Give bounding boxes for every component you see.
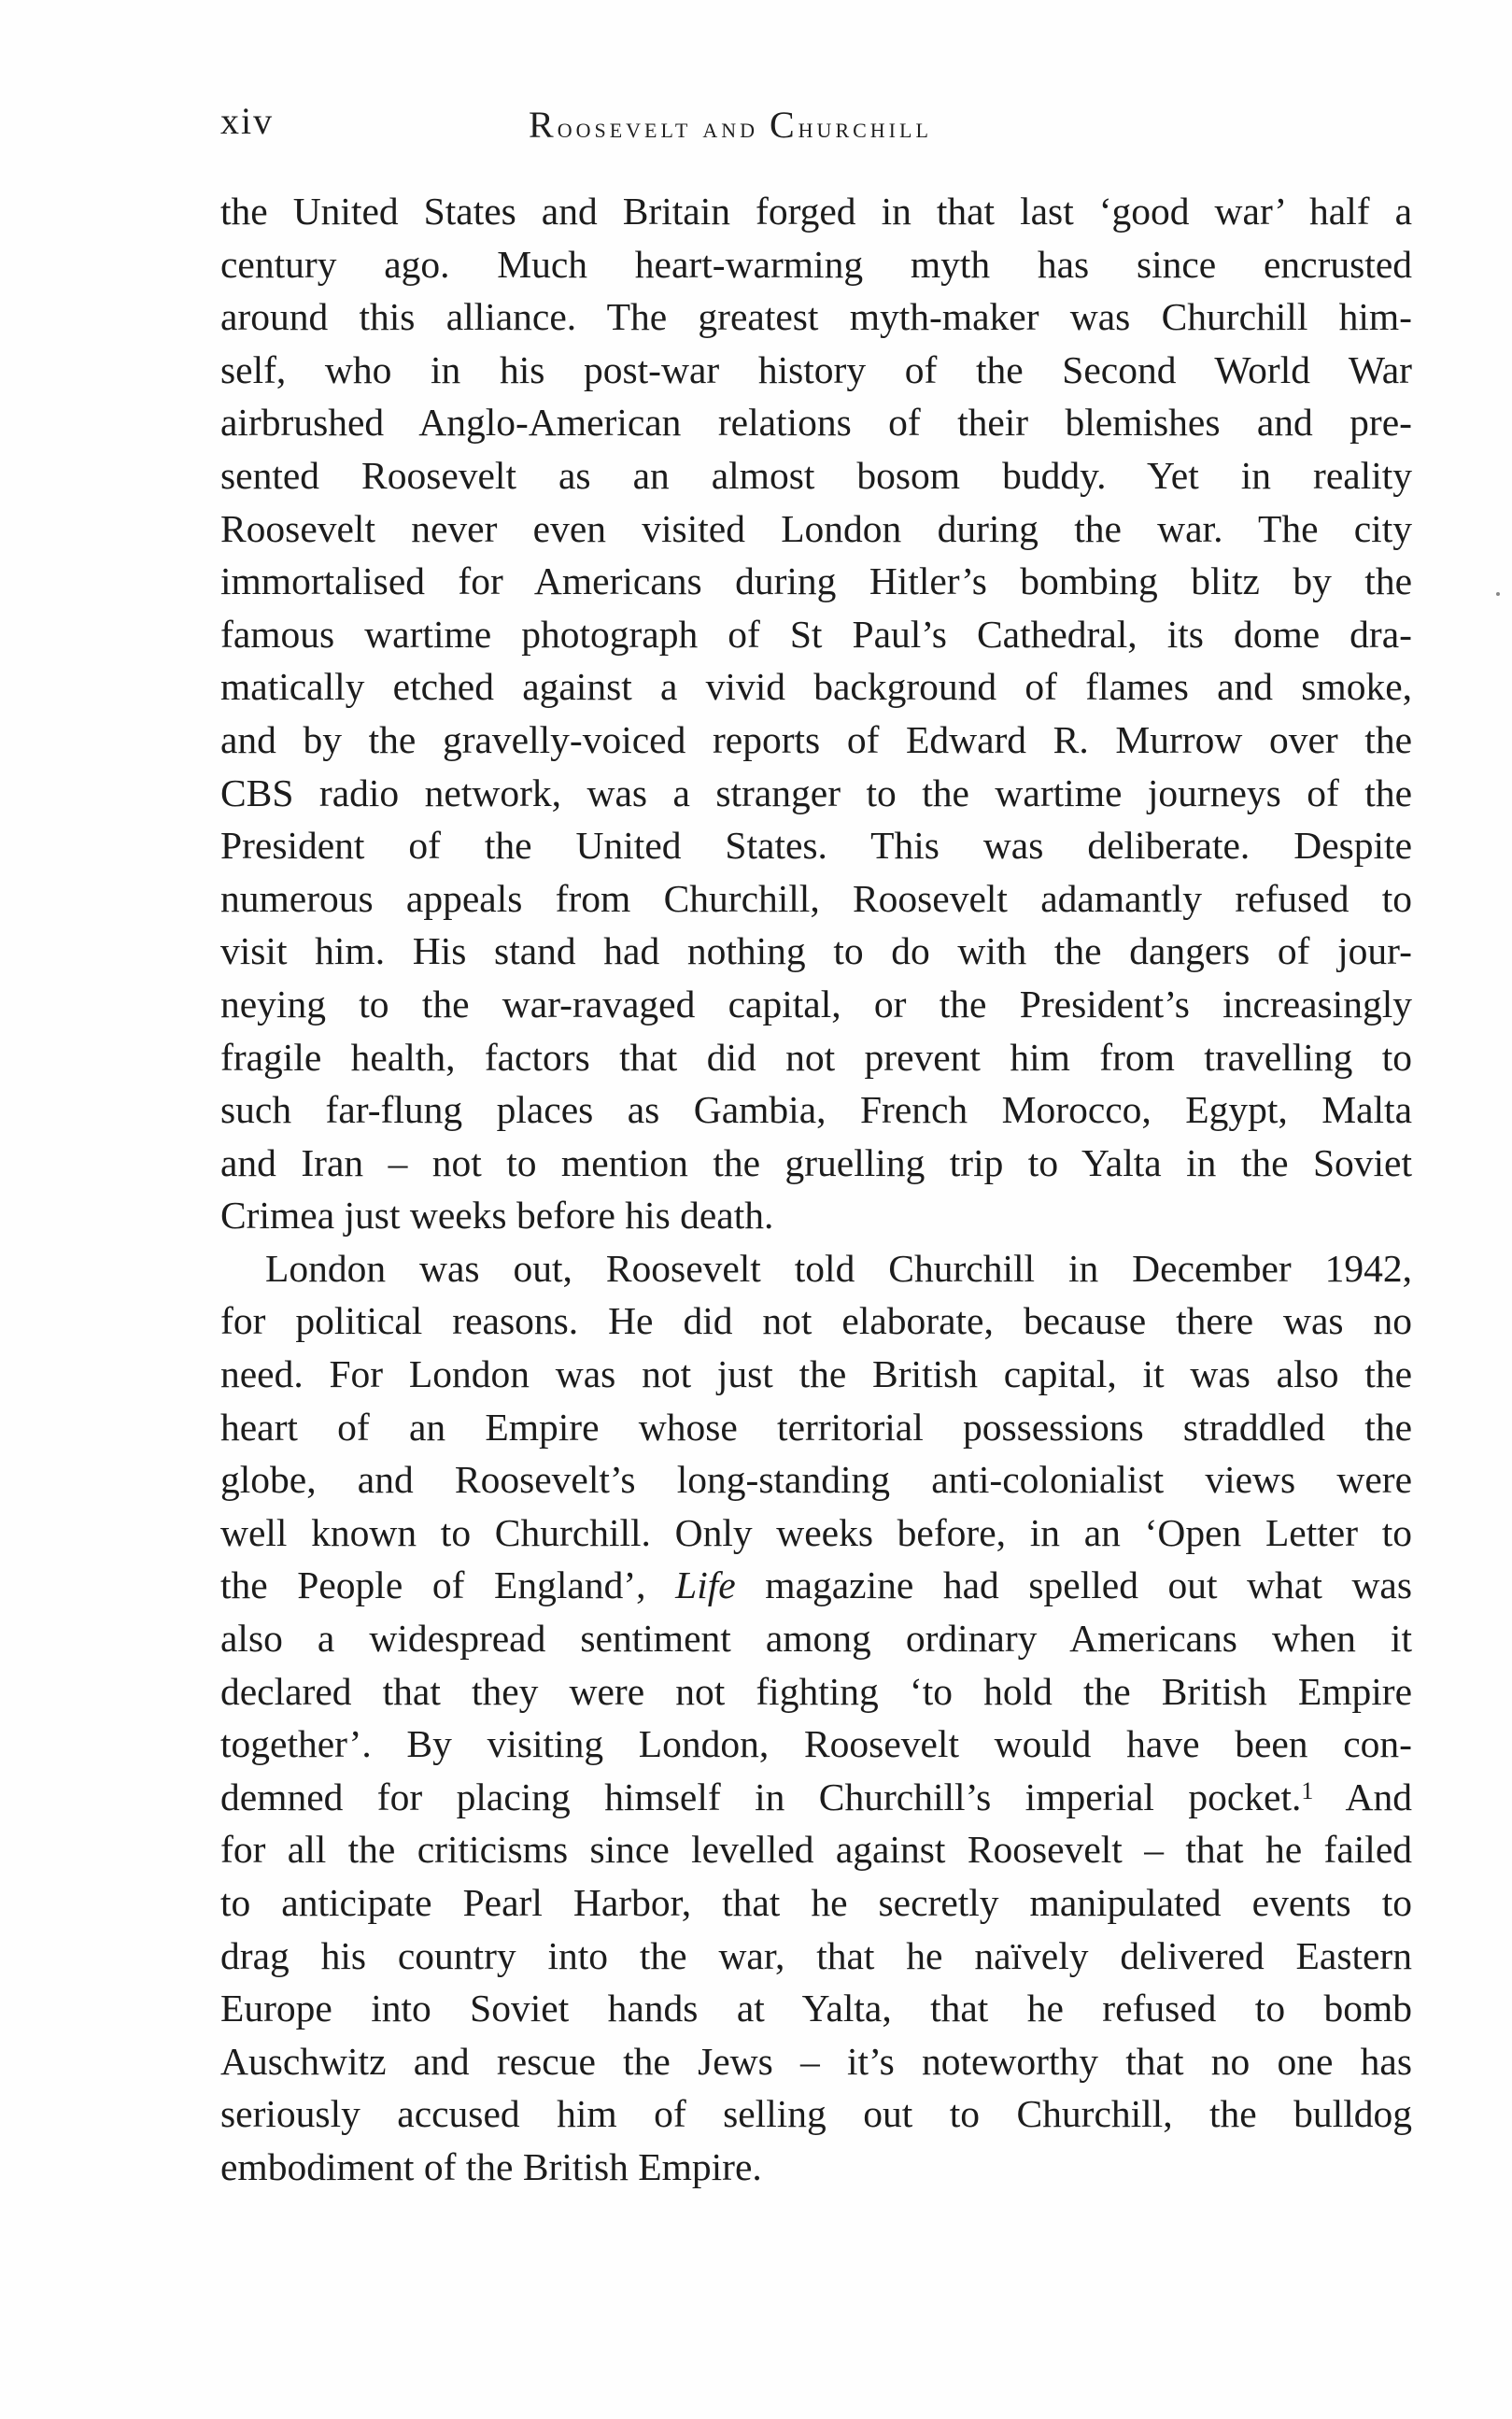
text-line: President of the United States. This was deliberate. Despite: [220, 824, 1412, 868]
text-line: together’. By visiting London, Roosevelt would have been con-: [220, 1722, 1412, 1766]
magazine-title: Life: [675, 1563, 736, 1607]
text-line: declared that they were not fighting ‘to hold the British Empire: [220, 1669, 1412, 1713]
text-line: for all the criticisms since levelled against Roosevelt – that he failed: [220, 1828, 1412, 1872]
text-line: airbrushed Anglo-American relations of their blemishes and pre-: [220, 401, 1412, 445]
text-line: Crimea just weeks before his death.: [220, 1194, 774, 1238]
text-line: embodiment of the British Empire.: [220, 2144, 762, 2188]
running-title: Roosevelt and Churchill: [529, 104, 932, 146]
text-line: Roosevelt never even visited London during the war. The city: [220, 506, 1412, 550]
text-line: self, who in his post-war history of the Second World War: [220, 347, 1412, 391]
text-line: fragile health, factors that did not prevent him from travelling to: [220, 1035, 1412, 1079]
text-line: the United States and Britain forged in that last ‘good war’ half a: [220, 190, 1412, 233]
text-line: around this alliance. The greatest myth-maker was Churchill him-: [220, 295, 1412, 339]
text-line: matically etched against a vivid background of flames and smoke,: [220, 665, 1412, 709]
body-text: [220, 185, 1412, 2194]
text-segment: magazine had spelled out what was: [735, 1563, 1412, 1607]
text-line: numerous appeals from Churchill, Roosevelt adamantly refused to: [220, 876, 1412, 920]
text-line: seriously accused him of selling out to Churchill, the bulldog: [220, 2092, 1412, 2136]
page-number: xiv: [220, 100, 275, 142]
paragraph-1: [220, 185, 1412, 1242]
text-line: need. For London was not just the British capital, it was also the: [220, 1352, 1412, 1396]
text-line: also a widespread sentiment among ordinary Americans when it: [220, 1617, 1412, 1661]
text-line: century ago. Much heart-warming myth has since encrusted: [220, 242, 1412, 286]
text-line: Europe into Soviet hands at Yalta, that he refused to bomb: [220, 1987, 1412, 2030]
text-line: such far-flung places as Gambia, French Morocco, Egypt, Malta: [220, 1088, 1412, 1132]
text-segment: demned for placing himself in Churchill’s imperial pocket.: [220, 1775, 1302, 1818]
running-head: [220, 99, 1412, 155]
text-line-with-footnote: [220, 1771, 1412, 1824]
text-line: immortalised for Americans during Hitler’s bombing blitz by the: [220, 559, 1412, 603]
text-line: Auschwitz and rescue the Jews – it’s noteworthy that no one has: [220, 2039, 1412, 2083]
text-segment: And: [1313, 1775, 1412, 1818]
text-line: famous wartime photograph of St Paul’s Cathedral, its dome dra-: [220, 612, 1412, 656]
text-line: heart of an Empire whose territorial possessions straddled the: [220, 1405, 1412, 1449]
text-line: visit him. His stand had nothing to do with the dangers of jour-: [220, 929, 1412, 973]
paragraph-2: [220, 1242, 1412, 2194]
text-line: CBS radio network, was a stranger to the wartime journeys of the: [220, 771, 1412, 814]
text-line: neying to the war-ravaged capital, or the President’s increasingly: [220, 982, 1412, 1026]
text-line: and by the gravelly-voiced reports of Edward R. Murrow over the: [220, 717, 1412, 761]
text-line: drag his country into the war, that he naïvely delivered Eastern: [220, 1933, 1412, 1977]
margin-speck: [1496, 592, 1500, 596]
footnote-marker[interactable]: 1: [1301, 1776, 1314, 1804]
text-line: well known to Churchill. Only weeks before, in an ‘Open Letter to: [220, 1510, 1412, 1554]
text-segment: the People of England’,: [220, 1563, 676, 1607]
text-line: sented Roosevelt as an almost bosom buddy. Yet in reality: [220, 453, 1412, 497]
text-line: and Iran – not to mention the gruelling trip to Yalta in the Soviet: [220, 1140, 1412, 1184]
text-line: London was out, Roosevelt told Churchill in December 1942,: [265, 1246, 1412, 1290]
text-line: for political reasons. He did not elaborate, because there was no: [220, 1299, 1412, 1343]
text-line: to anticipate Pearl Harbor, that he secretly manipulated events to: [220, 1881, 1412, 1924]
text-line-with-italic: [220, 1559, 1412, 1612]
text-line: globe, and Roosevelt’s long-standing anti-colonialist views were: [220, 1458, 1412, 1502]
